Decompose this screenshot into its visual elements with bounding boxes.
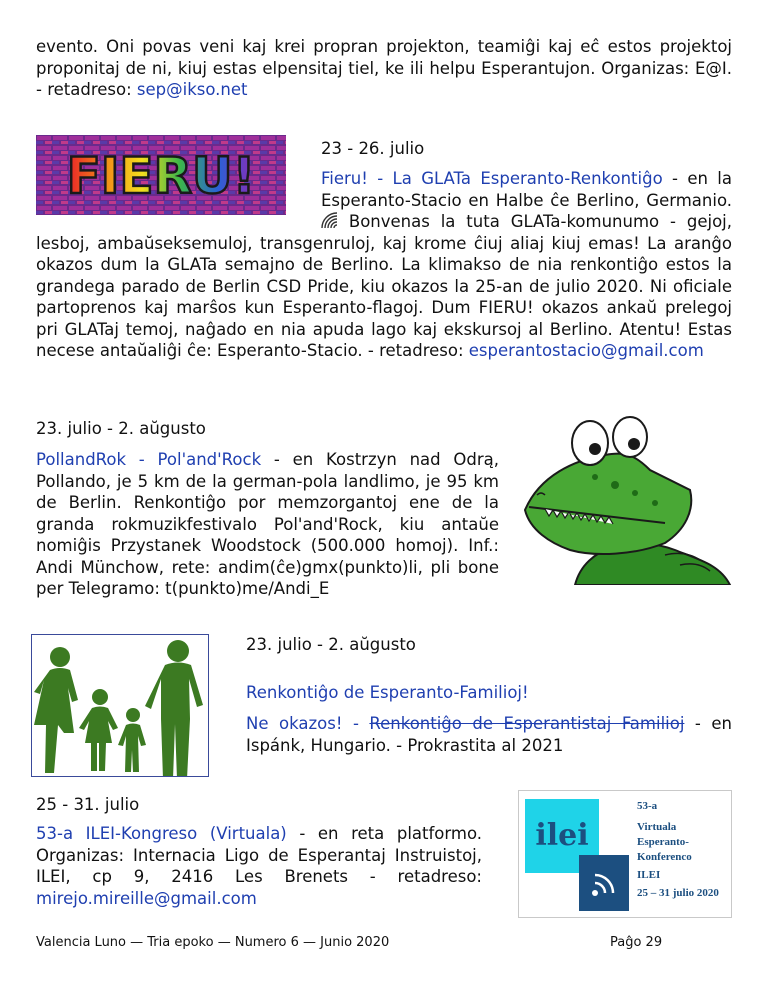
crocodile-illustration — [515, 415, 733, 585]
ilei-wifi-icon — [579, 855, 629, 911]
familioj-date: 23. julio - 2. aŭgusto — [246, 635, 416, 654]
ilei-badge-line6: 25 – 31 julio 2020 — [637, 887, 719, 899]
ilei-badge-line3: Esperanto- — [637, 836, 689, 848]
familioj-title-link[interactable]: Renkontiĝo de Esperanto-Familioj! — [246, 683, 529, 702]
fieru-logo-text: FIERU! — [66, 147, 256, 205]
wifi-icon — [321, 212, 338, 229]
ilei-badge-line2: Virtuala — [637, 821, 677, 833]
ilei-email-link[interactable]: mirejo.mireille@gmail.com — [36, 888, 257, 908]
familioj-struck-link[interactable]: Renkontiĝo de Esperantistaj Familioj — [369, 714, 685, 733]
familioj-paragraph: Ne okazos! - Renkontiĝo de Esperantistaj Familioj - en Ispánk, Hungario. - Prokrastita al 2021 — [246, 714, 732, 755]
ilei-date: 25 - 31. julio — [36, 795, 140, 814]
fieru-date: 23 - 26. julio — [321, 139, 425, 158]
ilei-title-link[interactable]: 53-a ILEI-Kongreso (Virtuala) — [36, 824, 287, 843]
polland-title-link[interactable]: PollandRok - Pol'and'Rock — [36, 450, 262, 469]
intro-paragraph: evento. Oni povas veni kaj krei propran projekton, teamiĝi kaj eĉ estos projektoj proponitaj de ni, kiuj estas elpensitaj tiel, ke ili helpu Esperantujon. Organizas: E@I. - retadreso: sep@ikso.net — [36, 37, 732, 99]
ilei-logo: ilei — [535, 818, 589, 853]
fieru-title-link[interactable]: Fieru! - La GLATa Esperanto-Renkontiĝo — [321, 169, 663, 188]
family-illustration — [31, 634, 209, 777]
footer-page-number: Paĝo 29 — [610, 935, 663, 950]
familioj-notice: Ne okazos! - — [246, 714, 370, 733]
footer-publication: Valencia Luno — Tria epoko — Numero 6 — Junio 2020 — [36, 935, 390, 950]
ilei-paragraph: 53-a ILEI-Kongreso (Virtuala) - en reta platformo. Organizas: Internacia Ligo de Esperantaj Instruistoj, ILEI, cp 9, 2416 Les Brenets - retadreso: mirejo.mireille@gmail.com — [36, 824, 482, 908]
intro-email-link[interactable]: sep@ikso.net — [136, 80, 248, 99]
ilei-blue-block — [579, 855, 629, 911]
polland-paragraph: PollandRok - Pol'and'Rock - en Kostrzyn nad Odrą, Pollando, je 5 km de la german-pola landlimo, je 95 km de Berlin. Renkontiĝo por memzorgantoj ene de la granda rokmuzikfestivalo Pol'and'Rock, kiu antaŭe nomiĝis Przystanek Woodstock (500.000 homoj). Inf.: Andi Münchow, rete: andim(ĉe)gmx(punkto)li, pli bone per Telegramo: t(punkto)me/Andi_E — [36, 450, 499, 598]
ilei-badge-line4: Konferenco — [637, 851, 692, 863]
familioj-title — [246, 682, 529, 704]
ilei-badge — [518, 790, 732, 918]
ilei-badge-text — [637, 799, 729, 901]
fieru-email-link[interactable]: esperantostacio@gmail.com — [468, 341, 704, 360]
ilei-badge-line5: ILEI — [637, 869, 661, 881]
fieru-paragraph: Fieru! - La GLATa Esperanto-Renkontiĝo - en la Esperanto-Stacio en Halbe ĉe Berlino, Germanio. Bonvenas la tuta GLATa-komunumo - gejoj, lesboj, ambaŭseksemuloj, transgenruloj, kaj krome ĉiuj aliaj kiuj emas! La aranĝo okazos dum la GLATa semajno de Berlino. La klimakso de nia renkontiĝo estos la grandega parado de Berlin CSD Pride, kiu okazos la 25-an de julio 2020. Ni oficiale partoprenos kaj marŝos kun Esperanto-flagoj. Dum FIERU! okazos ankaŭ prelegoj pri GLATaj temoj, naĝado en nia apuda lago kaj ekskursoj al Berlino. Atentu! Estas necese antaŭaliĝi ĉe: Esperanto-Stacio. - retadreso: esperantostacio@gmail.com — [36, 169, 732, 360]
ilei-badge-line1: 53-a — [637, 800, 658, 812]
polland-date: 23. julio - 2. aŭgusto — [36, 419, 206, 438]
fieru-logo-spacer — [36, 168, 321, 227]
